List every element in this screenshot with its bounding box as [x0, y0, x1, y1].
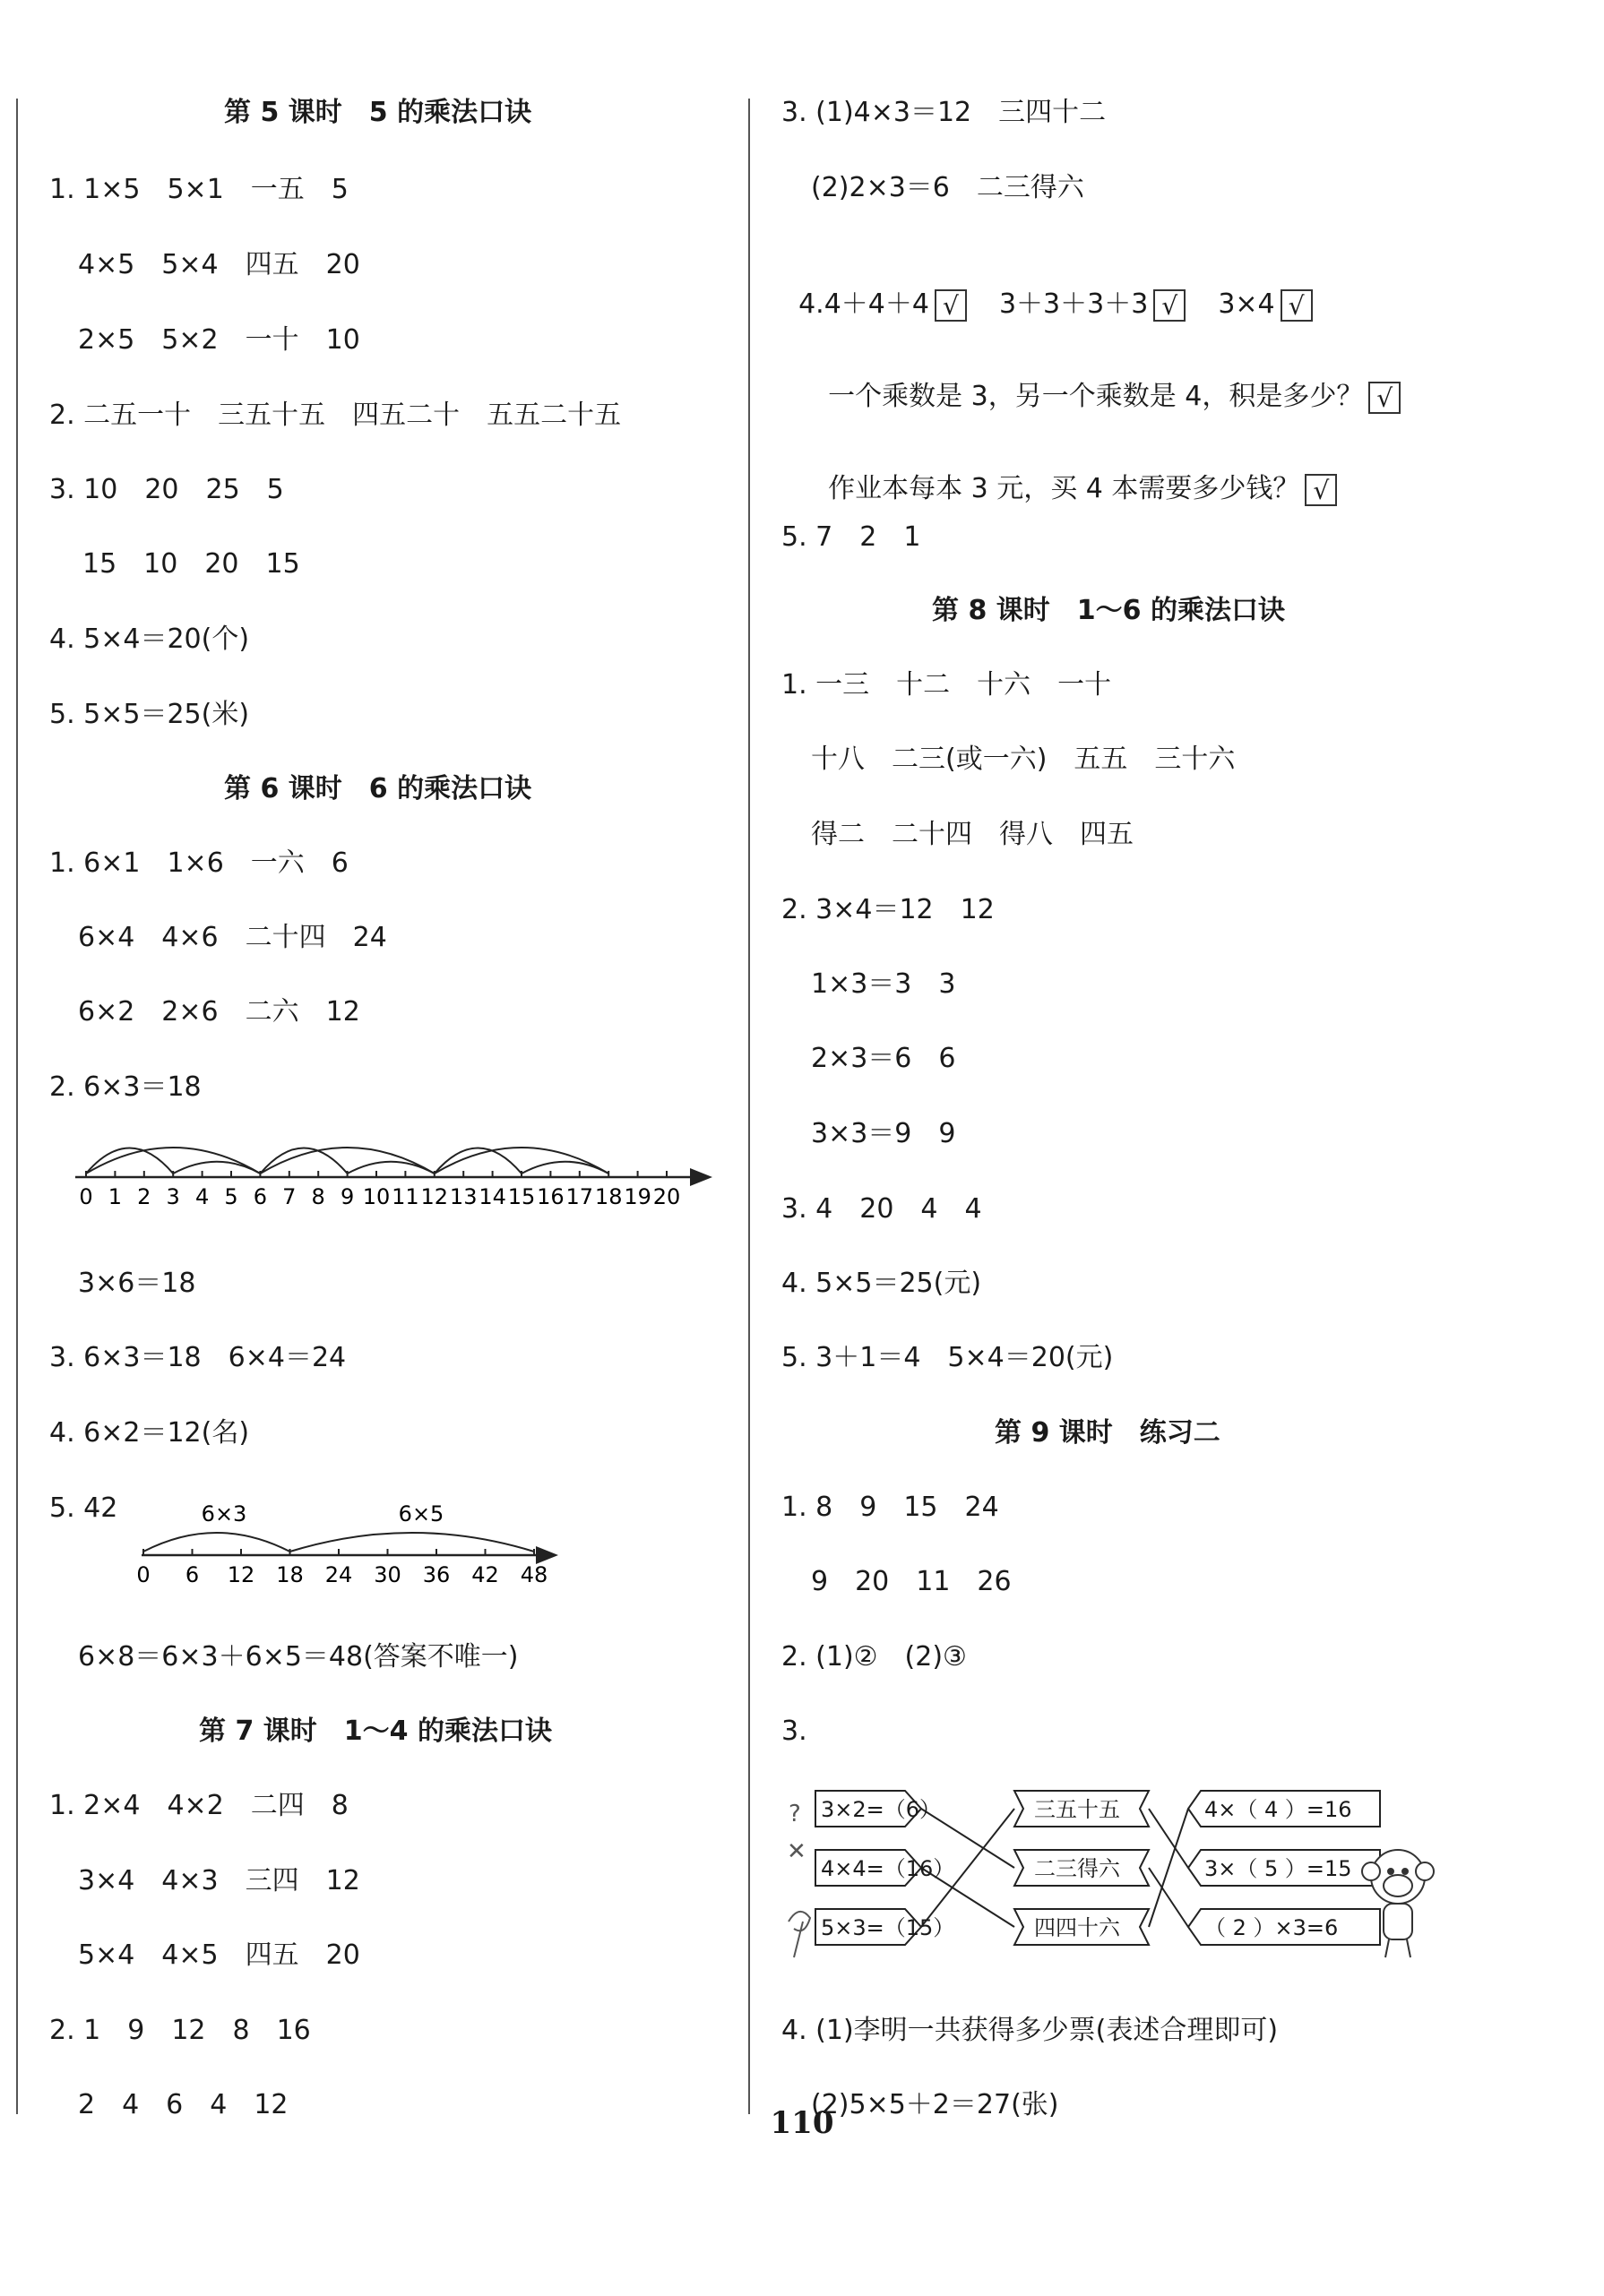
jump-arc — [348, 1162, 435, 1174]
l8-line-4: 2. 3×4＝12 12 — [781, 894, 995, 925]
l5-line-5: 3. 10 20 25 5 — [49, 474, 284, 505]
l7-line-4: 2. 1 9 12 8 16 — [49, 2015, 311, 2046]
l6-line-3: 6×2 2×6 二六 12 — [78, 996, 360, 1028]
q4-expr-3: 3×4 — [1218, 288, 1275, 320]
lesson5-title: 第 5 课时 5 的乘法口诀 — [224, 97, 532, 128]
match-mid-2: 二三得六 — [1034, 1856, 1120, 1881]
tick-label: 15 — [507, 1184, 536, 1209]
tick-label: 24 — [324, 1562, 353, 1587]
l8-line-1: 1. 一三 十二 十六 一十 — [781, 669, 1112, 701]
tick-label: 17 — [565, 1184, 594, 1209]
q4-label: 4. — [798, 288, 824, 320]
tick-label: 0 — [136, 1562, 151, 1587]
l5-line-8: 5. 5×5＝25(米) — [49, 699, 250, 730]
jump-arc — [435, 1148, 522, 1174]
jump-arc — [86, 1148, 173, 1174]
lesson6-title: 第 6 课时 6 的乘法口诀 — [224, 773, 532, 804]
tick-label: 14 — [479, 1184, 506, 1209]
tick-label: 5 — [224, 1184, 238, 1209]
q4-sentence-2: 作业本每本 3 元，买 4 本需要多少钱？ — [828, 473, 1300, 504]
l7-line-3: 5×4 4×5 四五 20 — [78, 1939, 360, 1971]
tick-label: 11 — [392, 1184, 419, 1209]
tick-label: 20 — [652, 1184, 681, 1209]
l6-line-6: 3. 6×3＝18 6×4＝24 — [49, 1342, 347, 1373]
tick-label: 12 — [227, 1562, 255, 1587]
q5-line: 5. 7 2 1 — [781, 521, 921, 553]
l9-line-1: 1. 8 9 15 24 — [781, 1492, 999, 1523]
match-right-2: 3×（ 5 ）=15 — [1204, 1856, 1352, 1881]
check-box: √ — [935, 289, 967, 322]
tick-label: 30 — [374, 1562, 401, 1587]
left-margin-rule — [16, 99, 18, 2114]
tick-label: 9 — [340, 1184, 355, 1209]
tick-label: 8 — [311, 1184, 325, 1209]
jump-arc — [290, 1533, 535, 1552]
tick-label: 10 — [362, 1184, 391, 1209]
tick-label: 1 — [108, 1184, 123, 1209]
match-mid-3: 四四十六 — [1034, 1915, 1120, 1940]
q4-row-2 — [811, 343, 1406, 415]
l7-line-5: 2 4 6 4 12 — [78, 2089, 289, 2120]
arc-label-6x3: 6×3 — [201, 1501, 247, 1526]
l6-line-1: 1. 6×1 1×6 一六 6 — [49, 847, 349, 879]
match-mid-1: 三五十五 — [1034, 1797, 1120, 1822]
jump-arc — [173, 1162, 260, 1174]
q4-row-1 — [781, 251, 1318, 322]
l9-line-5: 4. (1)李明一共获得多少票(表述合理即可) — [781, 2015, 1279, 2046]
r-line-1: 3. (1)4×3＝12 三四十二 — [781, 97, 1107, 128]
tick-label: 42 — [471, 1562, 499, 1587]
l8-line-6: 2×3＝6 6 — [811, 1043, 956, 1074]
check-box: √ — [1281, 289, 1313, 322]
number-line-0-20 — [63, 1131, 726, 1229]
l8-line-8: 3. 4 20 4 4 — [781, 1193, 982, 1225]
svg-text:?: ? — [789, 1801, 801, 1827]
match-left-2: 4×4=（16） — [821, 1856, 955, 1881]
matching-diagram — [780, 1778, 1443, 1966]
match-right-1: 4×（ 4 ）=16 — [1204, 1797, 1352, 1822]
q4-row-3 — [811, 435, 1342, 507]
tick-label: 16 — [537, 1184, 565, 1209]
svg-text:✕: ✕ — [787, 1838, 806, 1865]
lesson8-title: 第 8 课时 1～6 的乘法口诀 — [932, 595, 1285, 626]
tick-label: 48 — [520, 1562, 548, 1587]
l8-line-9: 4. 5×5＝25(元) — [781, 1268, 982, 1299]
jump-arc — [260, 1148, 347, 1174]
l5-line-2: 4×5 5×4 四五 20 — [78, 249, 360, 280]
tick-label: 0 — [79, 1184, 93, 1209]
l9-line-4: 3. — [781, 1716, 807, 1747]
l7-line-2: 3×4 4×3 三四 12 — [78, 1865, 360, 1896]
tick-label: 2 — [137, 1184, 151, 1209]
l9-line-6: (2)5×5＋2＝27(张) — [811, 2089, 1059, 2120]
jump-arc — [522, 1162, 608, 1174]
check-box: √ — [1305, 474, 1337, 506]
l6-line-2: 6×4 4×6 二十四 24 — [78, 922, 387, 953]
match-left-3: 5×3=（15） — [821, 1915, 955, 1940]
l8-line-10: 5. 3＋1＝4 5×4＝20(元) — [781, 1342, 1114, 1373]
l6-line-7: 4. 6×2＝12(名) — [49, 1417, 250, 1449]
l5-line-7: 4. 5×4＝20(个) — [49, 623, 250, 655]
number-line-0-48 — [134, 1487, 565, 1595]
lesson7-title: 第 7 课时 1～4 的乘法口诀 — [199, 1716, 552, 1747]
jump-arc — [143, 1533, 290, 1552]
tick-label: 18 — [594, 1184, 623, 1209]
l5-line-1: 1. 1×5 5×1 一五 5 — [49, 174, 349, 205]
l8-line-5: 1×3＝3 3 — [811, 968, 956, 1000]
tick-label: 19 — [624, 1184, 651, 1209]
check-box: √ — [1368, 382, 1401, 414]
l6-line-8: 5. 42 — [49, 1492, 118, 1524]
tick-label: 12 — [420, 1184, 449, 1209]
column-divider — [748, 99, 750, 2114]
lesson9-title: 第 9 课时 练习二 — [995, 1417, 1220, 1449]
l8-line-2: 十八 二三(或一六) 五五 三十六 — [811, 744, 1236, 775]
page-number: 110 — [770, 2105, 834, 2141]
doodle-icons — [787, 1801, 810, 1957]
l9-line-3: 2. (1)② (2)③ — [781, 1641, 967, 1673]
tick-label: 3 — [166, 1184, 180, 1209]
l6-line-9: 6×8＝6×3＋6×5＝48(答案不唯一) — [78, 1641, 519, 1673]
tick-label: 13 — [449, 1184, 478, 1209]
tick-label: 18 — [276, 1562, 304, 1587]
q4-expr-2: 3＋3＋3＋3 — [998, 288, 1149, 320]
match-left-1: 3×2=（6） — [821, 1797, 942, 1822]
l7-line-1: 1. 2×4 4×2 二四 8 — [49, 1790, 349, 1821]
check-box: √ — [1153, 289, 1186, 322]
l5-line-4: 2. 二五一十 三五十五 四五二十 五五二十五 — [49, 400, 622, 431]
l6-line-5: 3×6＝18 — [78, 1268, 196, 1299]
tick-label: 4 — [194, 1184, 210, 1209]
l5-line-3: 2×5 5×2 一十 10 — [78, 324, 360, 356]
l6-line-4: 2. 6×3＝18 — [49, 1071, 202, 1103]
q4-expr-1: 4＋4＋4 — [824, 288, 929, 320]
tick-label: 6 — [253, 1184, 268, 1209]
l8-line-7: 3×3＝9 9 — [811, 1118, 956, 1149]
l8-line-3: 得二 二十四 得八 四五 — [811, 819, 1134, 850]
l5-line-6: 15 10 20 15 — [82, 548, 300, 580]
tick-label: 36 — [422, 1562, 451, 1587]
q4-sentence-1: 一个乘数是 3，另一个乘数是 4，积是多少？ — [828, 381, 1364, 412]
tick-label: 7 — [282, 1184, 297, 1209]
match-right-3: （ 2 ）×3=6 — [1204, 1915, 1339, 1940]
arc-label-6x5: 6×5 — [398, 1501, 444, 1526]
tick-label: 6 — [185, 1562, 200, 1587]
r-line-2: (2)2×3＝6 二三得六 — [811, 172, 1084, 203]
l9-line-2: 9 20 11 26 — [811, 1566, 1012, 1597]
